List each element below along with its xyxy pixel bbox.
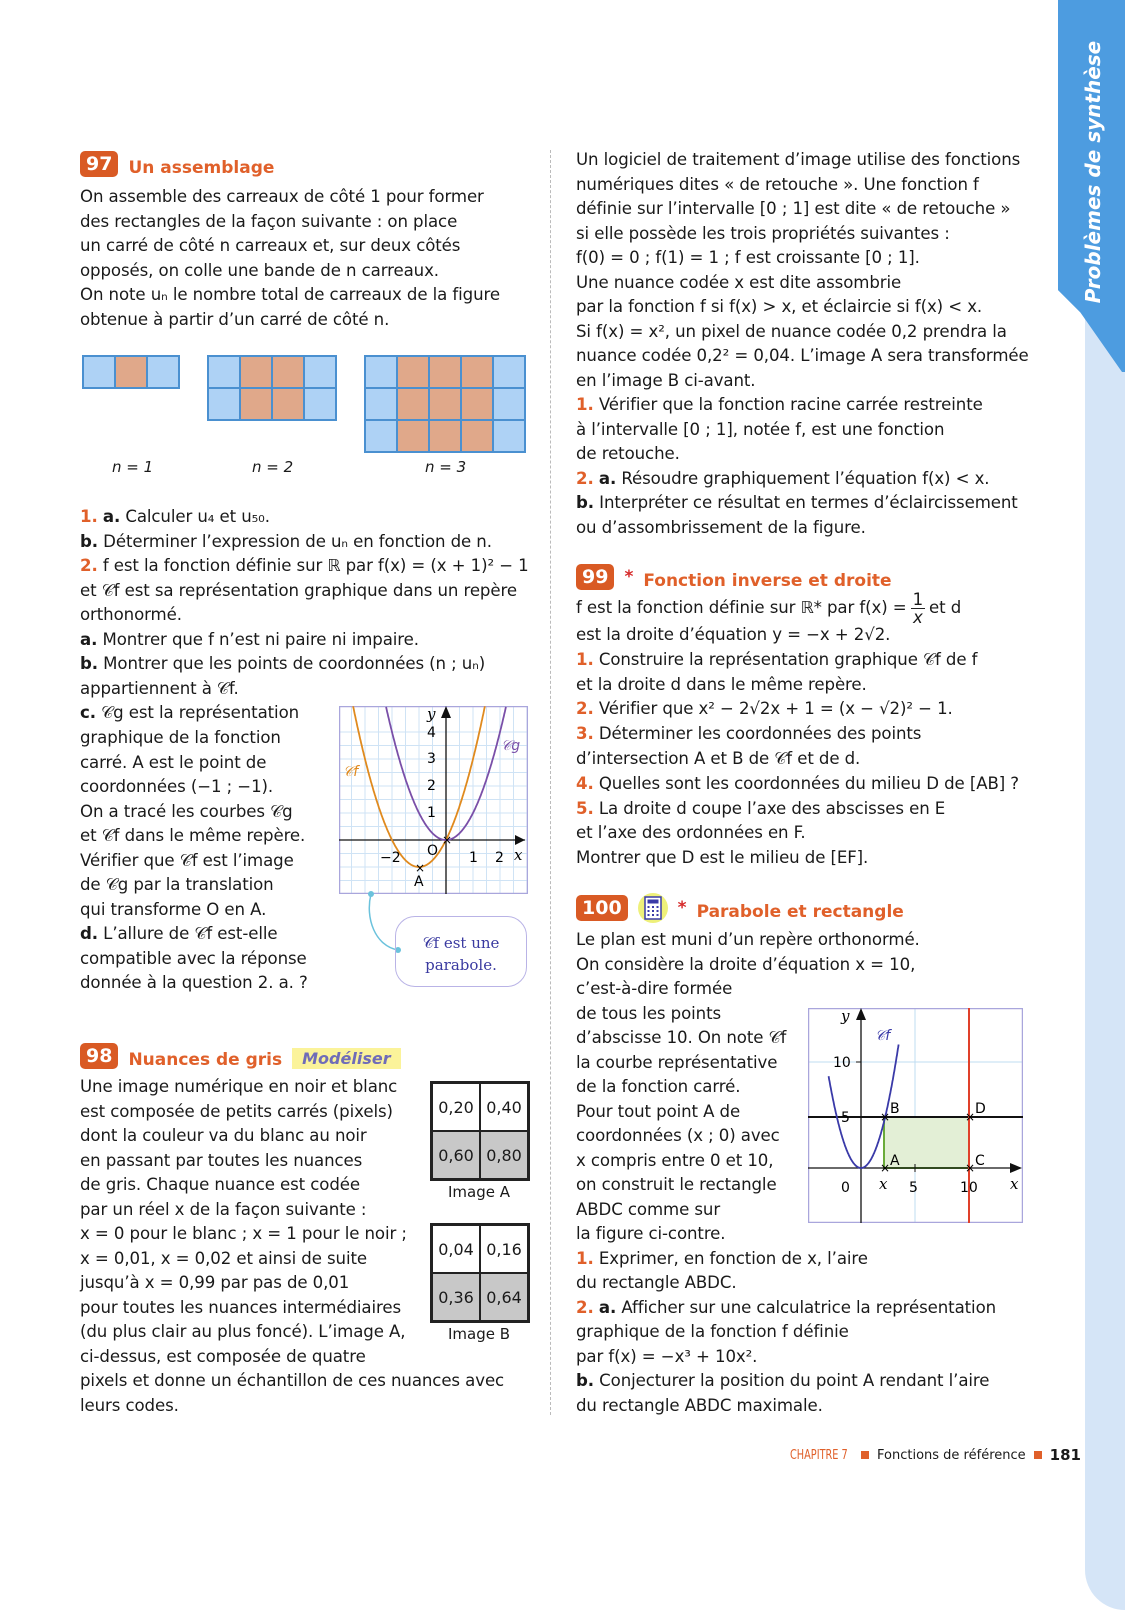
text-line xyxy=(576,623,890,647)
question-number: 2. xyxy=(576,699,594,719)
line-text: Calculer u₄ et u₅₀. xyxy=(125,507,270,526)
line-text: Exprimer, en fonction de x, l’aire xyxy=(598,1248,868,1268)
line-text: Quelles sont les coordonnées du milieu D de [AB] ? xyxy=(598,773,1019,793)
x-tick: 1 xyxy=(469,850,478,866)
text-line xyxy=(576,246,920,270)
text-line xyxy=(80,259,439,283)
text-line xyxy=(80,652,485,676)
y-tick: 4 xyxy=(427,725,436,741)
text-line xyxy=(80,1100,393,1124)
point-d-label: D xyxy=(975,1101,986,1117)
skill-tag: Modéliser xyxy=(292,1048,400,1069)
calculator-icon xyxy=(638,893,668,923)
pixel-cell: 0,16 xyxy=(480,1225,528,1273)
text-line xyxy=(576,1100,740,1124)
text-line xyxy=(576,1222,725,1246)
text-line xyxy=(576,222,950,246)
fraction xyxy=(911,591,925,626)
line-text: la courbe représentative xyxy=(576,1052,778,1072)
line-text: des rectangles de la façon suivante : on place xyxy=(80,211,458,231)
line-text: Déterminer l’expression de uₙ en fonction de n. xyxy=(103,531,492,551)
line-text: du rectangle ABDC. xyxy=(576,1273,737,1292)
exercise-97-header xyxy=(80,150,274,178)
text-line xyxy=(80,1173,360,1197)
text-line xyxy=(576,797,945,821)
line-text: carré. A est le point de xyxy=(80,752,267,772)
text-line xyxy=(80,1198,366,1222)
image-a-grid xyxy=(430,1081,530,1181)
text: et d xyxy=(929,598,962,617)
cf-label: 𝒞f xyxy=(875,1028,891,1044)
line-text: Conjecturer la position du point A rendant l’aire xyxy=(599,1371,990,1390)
question-letter: c. xyxy=(80,703,96,723)
line-text: f est la fonction définie sur ℝ par f(x) = (x + 1)² − 1 xyxy=(102,556,529,576)
line-text: compatible avec la réponse xyxy=(80,948,307,968)
y-tick: 5 xyxy=(841,1110,850,1126)
line-text: en passant par toutes les nuances xyxy=(80,1150,363,1170)
line-text: orthonormé. xyxy=(80,605,182,625)
text-line xyxy=(80,824,305,848)
text-line xyxy=(80,628,419,652)
exercise-100-header xyxy=(576,893,904,923)
text-line xyxy=(80,234,460,258)
question-number: 2. xyxy=(576,1297,594,1317)
point-a-label: A xyxy=(414,874,424,890)
line-text: ABDC comme sur xyxy=(576,1199,721,1219)
line-text: (du plus clair au plus foncé). L’image A, xyxy=(80,1322,406,1341)
footer-square xyxy=(1034,1451,1042,1459)
cf-label: 𝒞f xyxy=(343,764,359,780)
line-text: et 𝒞f dans le même repère. xyxy=(80,826,306,846)
line-text: Afficher sur une calculatrice la représentation xyxy=(621,1297,997,1317)
line-text: numériques dites « de retouche ». Une fonction f xyxy=(576,174,979,194)
line-text: un carré de côté n carreaux et, sur deux côtés xyxy=(80,236,461,256)
line-text: de gris. Chaque nuance est codée xyxy=(80,1175,360,1194)
text-line xyxy=(576,1026,786,1050)
text-line xyxy=(576,1296,996,1320)
svg-text:×: × xyxy=(880,1110,891,1124)
text-line xyxy=(576,418,944,442)
text-line xyxy=(80,1345,366,1369)
text-line xyxy=(80,1222,407,1246)
pixel-cell: 0,36 xyxy=(432,1273,480,1321)
line-text: On assemble des carreaux de côté 1 pour former xyxy=(80,187,484,206)
difficulty-star: * xyxy=(624,567,634,587)
line-text: Vérifier que x² − 2√2x + 1 = (x − √2)² − 1. xyxy=(598,699,953,719)
text-line xyxy=(80,1271,349,1295)
x-tick: 10 xyxy=(960,1180,978,1196)
question-letter: b. xyxy=(576,493,594,512)
line-text: est composée de petits carrés (pixels) xyxy=(80,1101,393,1121)
line-text: obtenue à partir d’un carré de côté n. xyxy=(80,310,390,329)
line-text: et l’axe des ordonnées en F. xyxy=(576,823,806,843)
line-text: dont la couleur va du blanc au noir xyxy=(80,1126,367,1145)
origin-label: O xyxy=(427,843,439,859)
text-line xyxy=(80,530,492,554)
line-text: Si f(x) = x², un pixel de nuance codée 0,2 prendra la xyxy=(576,321,1007,341)
text-line xyxy=(80,505,270,529)
question-number: 1. xyxy=(80,507,98,526)
text-line xyxy=(576,516,866,540)
line-text: de tous les points xyxy=(576,1003,722,1023)
numerator: 1 xyxy=(912,590,924,609)
question-number: 1. xyxy=(576,395,594,414)
text-line xyxy=(576,1149,773,1173)
text-line xyxy=(576,1051,777,1075)
line-text: Construire la représentation graphique 𝒞f de f xyxy=(598,649,978,669)
y-tick: 2 xyxy=(427,778,436,794)
text-line xyxy=(576,271,901,295)
text-line xyxy=(576,295,982,319)
text-line xyxy=(80,603,182,627)
text-line xyxy=(576,953,915,977)
line-text: par f(x) = −x³ + 10x². xyxy=(576,1346,758,1366)
line-text: Un logiciel de traitement d’image utilise des fonctions xyxy=(576,150,1021,169)
line-text: On a tracé les courbes 𝒞g xyxy=(80,801,293,821)
line-text: x compris entre 0 et 10, xyxy=(576,1150,774,1170)
line-text: Pour tout point A de xyxy=(576,1101,741,1121)
text-line xyxy=(576,977,732,1001)
line-text: nuance codée 0,2² = 0,04. L’image A sera transformée xyxy=(576,346,1029,365)
label-n1: n = 1 xyxy=(112,458,154,476)
line-text: définie sur l’intervalle [0 ; 1] est dite « de retouche » xyxy=(576,199,1011,218)
x-tick: 2 xyxy=(495,850,504,866)
text-line xyxy=(576,747,860,771)
remark-bubble xyxy=(395,916,527,987)
exercise-number: 97 xyxy=(80,151,118,177)
text-line xyxy=(80,947,307,971)
image-b-label: Image B xyxy=(448,1325,511,1343)
question-number: 5. xyxy=(576,798,594,818)
tiles-n3 xyxy=(364,355,526,453)
text-line xyxy=(80,726,281,750)
text-line xyxy=(576,344,1029,368)
text-line xyxy=(576,369,755,393)
text-line xyxy=(80,775,273,799)
question-number: 1. xyxy=(576,649,594,669)
point-a-label: A xyxy=(890,1153,900,1169)
line-text: en l’image B ci-avant. xyxy=(576,370,756,390)
question-number: 3. xyxy=(576,724,594,744)
line-text: de 𝒞g par la translation xyxy=(80,875,274,895)
text-line xyxy=(80,873,274,897)
line-text: opposés, on colle une bande de n carreaux. xyxy=(80,260,439,280)
side-tab-label: Problèmes de synthèse xyxy=(1081,40,1105,304)
text-line xyxy=(80,751,266,775)
text-line xyxy=(576,846,868,870)
text-line xyxy=(576,393,983,417)
text-line xyxy=(576,697,953,721)
text-line xyxy=(576,1271,737,1295)
line-text: ou d’assombrissement de la figure. xyxy=(576,517,866,537)
line-text: pixels et donne un échantillon de ces nuances avec xyxy=(80,1371,505,1390)
y-tick: 10 xyxy=(833,1055,851,1071)
exercise-title: Un assemblage xyxy=(128,158,275,178)
line-text: donnée à la question 2. a. ? xyxy=(80,973,308,993)
text-line xyxy=(80,1296,401,1320)
text-line xyxy=(576,722,921,746)
line-text: Montrer que f n’est ni paire ni impaire. xyxy=(102,629,419,649)
question-number: 4. xyxy=(576,773,594,793)
difficulty-star: * xyxy=(677,898,687,918)
page-number: 181 xyxy=(1049,1446,1081,1464)
text-line xyxy=(80,1149,362,1173)
text-line xyxy=(80,677,239,701)
line-text: Une nuance codée x est dite assombrie xyxy=(576,272,902,292)
footer-square xyxy=(861,1451,869,1459)
line-text: d’intersection A et B de 𝒞f et de d. xyxy=(576,749,861,768)
line-text: on construit le rectangle xyxy=(576,1175,777,1194)
text-line xyxy=(80,1320,405,1344)
exercise-number: 99 xyxy=(576,564,614,590)
x-tick: 5 xyxy=(909,1180,918,1196)
text-line xyxy=(80,308,389,332)
tiles-n1 xyxy=(82,355,180,389)
line-text: On note uₙ le nombre total de carreaux de la figure xyxy=(80,285,500,305)
line-text: Une image numérique en noir et blanc xyxy=(80,1077,398,1096)
exercise-number: 100 xyxy=(576,895,628,921)
line-text: la figure ci-contre. xyxy=(576,1224,726,1243)
text-line xyxy=(80,283,500,307)
line-text: Montrer que D est le milieu de [EF]. xyxy=(576,848,869,868)
text: f est la fonction définie sur ℝ* par f(x) = xyxy=(576,598,907,617)
chapter-title: Fonctions de référence xyxy=(877,1447,1026,1463)
line-text: Montrer que les points de coordonnées (n ; uₙ) xyxy=(103,654,486,674)
y-axis-label: y xyxy=(427,706,436,723)
text-line xyxy=(576,1002,721,1026)
pixel-cell: 0,04 xyxy=(432,1225,480,1273)
line-text: graphique de la fonction f définie xyxy=(576,1322,849,1341)
line-text: si elle possède les trois propriétés suivantes : xyxy=(576,223,950,243)
question-letter: a. xyxy=(80,629,98,649)
text-line xyxy=(80,185,484,209)
exercise-title: Nuances de gris xyxy=(128,1050,283,1070)
exercise-number: 98 xyxy=(80,1043,118,1069)
line-text: leurs codes. xyxy=(80,1395,179,1415)
text-line xyxy=(80,701,299,725)
pixel-cell: 0,20 xyxy=(432,1083,480,1131)
text-line xyxy=(80,1394,179,1418)
text-line xyxy=(576,1075,740,1099)
line-text: Vérifier que 𝒞f est l’image xyxy=(80,850,294,870)
y-tick: 3 xyxy=(427,751,436,767)
question-letter: d. xyxy=(80,924,98,944)
line-text: et la droite d dans le même repère. xyxy=(576,674,867,694)
text-line xyxy=(576,1320,849,1344)
text-line xyxy=(576,1247,868,1271)
text-line xyxy=(80,579,517,603)
line-text: On considère la droite d’équation x = 10, xyxy=(576,954,916,974)
line-text: qui transforme O en A. xyxy=(80,899,267,919)
svg-text:×: × xyxy=(965,1110,976,1124)
line-text: d’abscisse 10. On note 𝒞f xyxy=(576,1028,787,1047)
text-line xyxy=(576,821,806,845)
text-line xyxy=(576,173,979,197)
text-line xyxy=(576,197,1010,221)
text-line xyxy=(576,928,920,952)
line-text: Interpréter ce résultat en termes d’éclaircissement xyxy=(599,493,1018,512)
line-text: pour toutes les nuances intermédiaires xyxy=(80,1297,402,1317)
origin-marker: × xyxy=(442,833,453,847)
point-b-label: B xyxy=(890,1101,900,1117)
line-text: appartiennent à 𝒞f. xyxy=(80,678,239,698)
line-text: par un réel x de la façon suivante : xyxy=(80,1199,367,1219)
y-axis-label: y xyxy=(841,1008,850,1025)
line-text: à l’intervalle [0 ; 1], notée f, est une fonction xyxy=(576,419,945,439)
text-line xyxy=(80,1369,504,1393)
text-line xyxy=(576,1124,780,1148)
line-text: 𝒞g est la représentation xyxy=(101,703,300,723)
text-line xyxy=(80,210,457,234)
line-text: de retouche. xyxy=(576,444,680,463)
pixel-cell: 0,40 xyxy=(480,1083,528,1131)
svg-text:×: × xyxy=(880,1161,891,1175)
line-text: de la fonction carré. xyxy=(576,1077,741,1096)
line-text: et 𝒞f est sa représentation graphique dans un repère xyxy=(80,580,517,600)
bubble-line: 𝒞f est une xyxy=(422,934,500,952)
line-text: du rectangle ABDC maximale. xyxy=(576,1395,823,1415)
question-number: 1. xyxy=(576,1248,594,1268)
text-line xyxy=(80,1075,397,1099)
line-text: coordonnées (x ; 0) avec xyxy=(576,1126,780,1145)
origin-label: 0 xyxy=(841,1180,850,1196)
line-text: est la droite d’équation y = −x + 2√2. xyxy=(576,625,891,644)
pixel-cell: 0,64 xyxy=(480,1273,528,1321)
x-variable-label: x xyxy=(879,1175,888,1193)
pixel-cell: 0,60 xyxy=(432,1131,480,1179)
denominator: x xyxy=(912,608,923,627)
line-text: x = 0 pour le blanc ; x = 1 pour le noir ; xyxy=(80,1224,407,1243)
tiles-n2 xyxy=(207,355,337,421)
text-line xyxy=(80,898,266,922)
x-axis-label: x xyxy=(514,846,523,864)
text-line xyxy=(576,1198,720,1222)
exercise-title: Parabole et rectangle xyxy=(696,902,904,922)
text-line xyxy=(576,148,1020,172)
line-text: graphique de la fonction xyxy=(80,727,281,747)
text-line xyxy=(80,1124,367,1148)
exercise-98-header xyxy=(80,1042,401,1070)
question-letter: a. xyxy=(598,1297,617,1317)
text-line xyxy=(576,1369,989,1393)
pixel-cell: 0,80 xyxy=(480,1131,528,1179)
text-line xyxy=(576,648,977,672)
line-text: coordonnées (−1 ; −1). xyxy=(80,777,274,797)
text-line xyxy=(576,467,989,491)
text-line xyxy=(80,971,308,995)
label-n2: n = 2 xyxy=(252,458,294,476)
bubble-line: parabole. xyxy=(425,956,497,974)
image-a-label: Image A xyxy=(448,1183,511,1201)
label-n3: n = 3 xyxy=(425,458,467,476)
line-text: x = 0,01, x = 0,02 et ainsi de suite xyxy=(80,1248,367,1268)
question-number: 2. xyxy=(576,468,594,488)
text-line xyxy=(576,442,680,466)
question-number: 2. xyxy=(80,556,98,576)
graph-cf-cg xyxy=(339,706,528,894)
text-line xyxy=(80,849,294,873)
chapter-label: CHAPITRE 7 xyxy=(790,1447,848,1463)
question-letter: a. xyxy=(102,507,121,526)
text-line xyxy=(576,673,867,697)
column-divider xyxy=(550,150,551,1415)
x-axis-label: x xyxy=(1010,1175,1019,1193)
page-footer xyxy=(790,1446,1081,1464)
line-text: ci-dessus, est composée de quatre xyxy=(80,1346,366,1366)
question-letter: a. xyxy=(598,468,617,488)
exercise-title: Fonction inverse et droite xyxy=(643,571,892,591)
text-line xyxy=(576,1345,757,1369)
line-text: L’allure de 𝒞f est-elle xyxy=(103,924,278,944)
question-letter: b. xyxy=(80,531,98,551)
line-text: La droite d coupe l’axe des abscisses en E xyxy=(598,798,946,818)
point-c-label: C xyxy=(975,1153,985,1169)
line-text: Déterminer les coordonnées des points xyxy=(598,724,922,744)
x-tick: −2 xyxy=(380,850,401,866)
line-text: f(0) = 0 ; f(1) = 1 ; f est croissante [0 ; 1]. xyxy=(576,248,920,267)
exercise-99-first-line xyxy=(576,590,961,626)
text-line xyxy=(80,922,277,946)
text-line xyxy=(576,772,1019,796)
y-tick: 1 xyxy=(427,805,436,821)
text-line xyxy=(80,554,529,578)
image-b-grid xyxy=(430,1223,530,1323)
line-text: Le plan est muni d’un repère orthonormé. xyxy=(576,930,920,949)
exercise-99-header xyxy=(576,563,892,591)
point-a-marker: × xyxy=(415,861,426,875)
line-text: jusqu’à x = 0,99 par pas de 0,01 xyxy=(80,1273,350,1292)
line-text: par la fonction f si f(x) > x, et éclaircie si f(x) < x. xyxy=(576,297,983,316)
text-line xyxy=(80,800,293,824)
question-letter: b. xyxy=(576,1371,594,1390)
line-text: Vérifier que la fonction racine carrée restreinte xyxy=(598,395,983,414)
line-text: c’est-à-dire formée xyxy=(576,979,733,998)
text-line xyxy=(80,1247,367,1271)
question-letter: b. xyxy=(80,654,98,674)
cg-label: 𝒞g xyxy=(501,738,521,754)
text-line xyxy=(576,1394,823,1418)
line-text: Résoudre graphiquement l’équation f(x) < x. xyxy=(621,468,990,488)
svg-text:×: × xyxy=(965,1161,976,1175)
text-line xyxy=(576,1173,777,1197)
graph-parabola-rectangle xyxy=(808,1008,1023,1223)
text-line xyxy=(576,320,1007,344)
text-line xyxy=(576,491,1018,515)
